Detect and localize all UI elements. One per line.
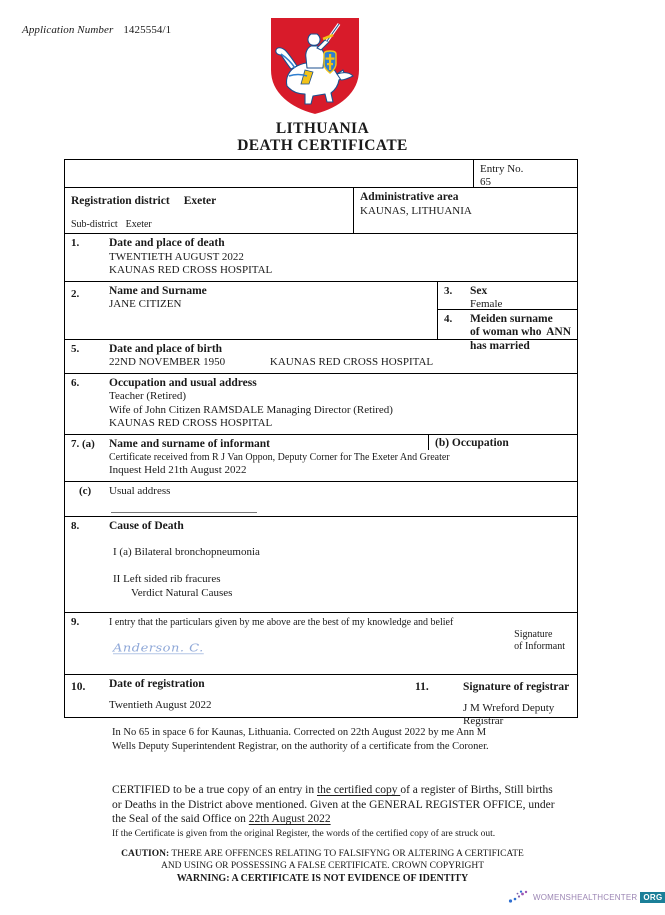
certified-text-a: CERTIFIED to be a true copy of an entry in	[112, 784, 317, 796]
caution-warning-block	[0, 849, 645, 885]
occupation-value: Teacher (Retired)	[109, 390, 187, 402]
registrar-signature: J M Wreford Deputy Registrar	[463, 701, 555, 727]
field-4-title-line3: has married	[470, 339, 530, 352]
cause-secondary: II Left sided rib fracures	[113, 573, 221, 585]
watermark-org-badge: ORG	[640, 892, 665, 903]
certified-seal-date: 22th August 2022	[248, 813, 331, 825]
certified-text-b: of a register of Births, Still births	[400, 784, 553, 796]
entry-no-value: 65	[480, 175, 491, 188]
table-row-date-place-of-death	[65, 234, 577, 282]
registration-district-value: Exeter	[183, 195, 217, 207]
sub-district-value: Exeter	[125, 219, 152, 230]
field-3-body	[470, 282, 577, 309]
womenshealthcenter-watermark	[508, 889, 665, 905]
maiden-surname-value: ANN	[546, 326, 571, 338]
signature-of-informant-label	[514, 629, 565, 653]
field-2-cell	[65, 282, 437, 339]
field-8-title: Cause of Death	[109, 520, 184, 532]
application-number-value: 1425554/1	[123, 24, 172, 36]
table-row-cause-of-death	[65, 517, 577, 613]
cause-primary: I (a) Bilateral bronchopneumonia	[113, 545, 260, 558]
caution-label: CAUTION:	[121, 849, 170, 859]
field-9-body	[109, 613, 577, 674]
field-10-cell	[65, 675, 415, 717]
correction-line-1: In No 65 in space 6 for Kaunas, Lithuania. Corrected on 22th August 2022 by me Ann M	[112, 727, 487, 738]
field-7c-body	[109, 482, 577, 517]
caution-text-1: THERE ARE OFFENCES RELATING TO FALSIFYNG OR ALTERING A CERTIFICATE	[169, 849, 524, 859]
application-number	[22, 24, 171, 38]
field-10-title: Date of registration	[109, 678, 205, 690]
certificate-table	[64, 159, 578, 727]
field-7c-number: (c)	[79, 484, 92, 497]
field-11-cell	[415, 675, 577, 727]
field-5-values	[109, 356, 573, 370]
administrative-area-value: KAUNAS, LITHUANIA	[360, 204, 472, 217]
occupation-divider	[428, 435, 429, 450]
registration-date: Twentieth August 2022	[109, 698, 212, 711]
title-country: LITHUANIA	[275, 120, 370, 137]
field-9-number: 9.	[71, 616, 80, 628]
field-4-title-line2: of woman who	[470, 326, 542, 338]
sub-district	[71, 219, 152, 230]
birth-place: KAUNAS RED CROSS HOSPITAL	[269, 356, 434, 368]
informant-line-1: Certificate received from R J Van Oppon, Deputy Corner for The Exeter And Greater	[109, 452, 450, 463]
field-11-number: 11.	[415, 681, 429, 693]
field-3-number: 3.	[444, 284, 453, 297]
sex-maiden-column	[437, 282, 577, 352]
registration-district-label: Registration district	[71, 195, 170, 207]
table-row-informant	[65, 435, 577, 482]
warning-text: WARNING: A CERTIFICATE IS NOT EVIDENCE OF IDENTITY	[176, 873, 469, 884]
field-5-number: 5.	[71, 342, 80, 355]
administrative-area-cell	[353, 188, 577, 233]
field-7a-number: 7. (a)	[71, 437, 95, 450]
entry-no-label: Entry No.	[480, 163, 524, 175]
correction-note	[112, 726, 582, 753]
watermark-text: WOMENSHEALTHCENTER	[533, 892, 638, 902]
caution-line-1	[0, 849, 645, 861]
field-5-title: Date and place of birth	[109, 342, 223, 355]
informant-line-2: Inquest Held 21th August 2022	[109, 464, 247, 476]
field-5-body	[109, 340, 577, 373]
title-document-type: DEATH CERTIFICATE	[237, 137, 408, 154]
death-place: KAUNAS RED CROSS HOSPITAL	[109, 264, 273, 276]
spouse-details: Wife of John Citizen RAMSDALE Managing Director (Retired)	[109, 403, 393, 416]
certified-underline-1: the certified copy	[316, 784, 401, 796]
table-row-registration-district	[65, 188, 577, 234]
field-8-number: 8.	[71, 520, 80, 532]
field-1-number: 1.	[71, 237, 80, 249]
field-8-body	[109, 517, 577, 612]
table-row-occupation-address	[65, 374, 577, 435]
table-row-registration-signature	[65, 675, 577, 727]
field-6-body	[109, 374, 577, 434]
table-row-informant-address	[65, 482, 577, 518]
certified-line-1	[112, 783, 582, 798]
certified-text-d: the Seal of the said Office on	[112, 813, 249, 825]
entry-no-cell	[473, 160, 577, 187]
application-number-label: Application Number	[22, 24, 114, 36]
sub-district-label: Sub-district	[71, 219, 118, 230]
death-date: TWENTIETH AUGUST 2022	[109, 250, 244, 263]
field-7b-title: (b) Occupation	[435, 436, 509, 449]
birth-date: 22ND NOVEMBER 1950	[109, 356, 226, 368]
field-4-title-line2-row	[470, 326, 577, 340]
field-6-number: 6.	[71, 376, 80, 389]
deceased-name: JANE CITIZEN	[109, 298, 182, 310]
declaration-text: I entry that the particulars given by me above are the best of my knowledge and belief	[109, 617, 454, 628]
field-4-title-line1: Meiden surname	[470, 312, 553, 325]
field-7a-body	[109, 435, 577, 481]
field-7a-title: Name and surname of informant	[109, 437, 270, 450]
signature-label-line1: Signature	[514, 629, 553, 640]
field-2-body	[109, 285, 437, 336]
field-1-body	[109, 234, 577, 281]
field-3-cell	[438, 282, 577, 310]
informant-signature: Anderson. C.	[113, 641, 204, 656]
field-7c-title: Usual address	[109, 484, 171, 497]
field-6-title: Occupation and usual address	[109, 376, 257, 389]
registration-district-cell	[65, 188, 353, 233]
field-10-body	[109, 678, 415, 714]
field-11-title: Signature of registrar	[463, 681, 570, 693]
table-row-entry-no	[65, 160, 577, 188]
dots-icon	[508, 890, 532, 904]
usual-address-value: KAUNAS RED CROSS HOSPITAL	[109, 417, 273, 429]
field-3-title: Sex	[470, 284, 488, 297]
certified-line-3	[112, 812, 582, 827]
correction-line-2: Wells Deputy Superintendent Registrar, on the authority of a certificate from the Coroner.	[112, 740, 489, 752]
administrative-area-label: Administrative area	[360, 191, 459, 203]
caution-line-2: AND USING OR POSSESSING A FALSE CERTIFICATE. CROWN COPYRIGHT	[160, 860, 485, 871]
lithuania-coat-of-arms-icon	[267, 14, 363, 118]
field-2-number: 2.	[71, 287, 80, 300]
field-4-number: 4.	[444, 312, 453, 325]
table-row-date-place-of-birth	[65, 340, 577, 374]
certification-statement	[112, 783, 582, 840]
field-1-title: Date and place of death	[109, 237, 225, 249]
field-10-number: 10.	[71, 681, 86, 693]
certified-fineprint: If the Certificate is given from the original Register, the words of the certified copy of are struck out.	[112, 828, 496, 839]
entry-row-blank	[65, 160, 473, 187]
signature-label-line2: of Informant	[514, 641, 565, 652]
certified-line-2: or Deaths in the District above mentioned. Given at the GENERAL REGISTER OFFICE, under	[112, 798, 555, 811]
sex-value: Female	[470, 298, 503, 310]
page-title	[0, 120, 645, 154]
informant-address-rule	[111, 512, 257, 513]
table-row-declaration	[65, 613, 577, 675]
field-2-title: Name and Surname	[109, 284, 207, 297]
field-11-body	[463, 678, 577, 727]
cause-verdict: Verdict Natural Causes	[131, 586, 233, 599]
